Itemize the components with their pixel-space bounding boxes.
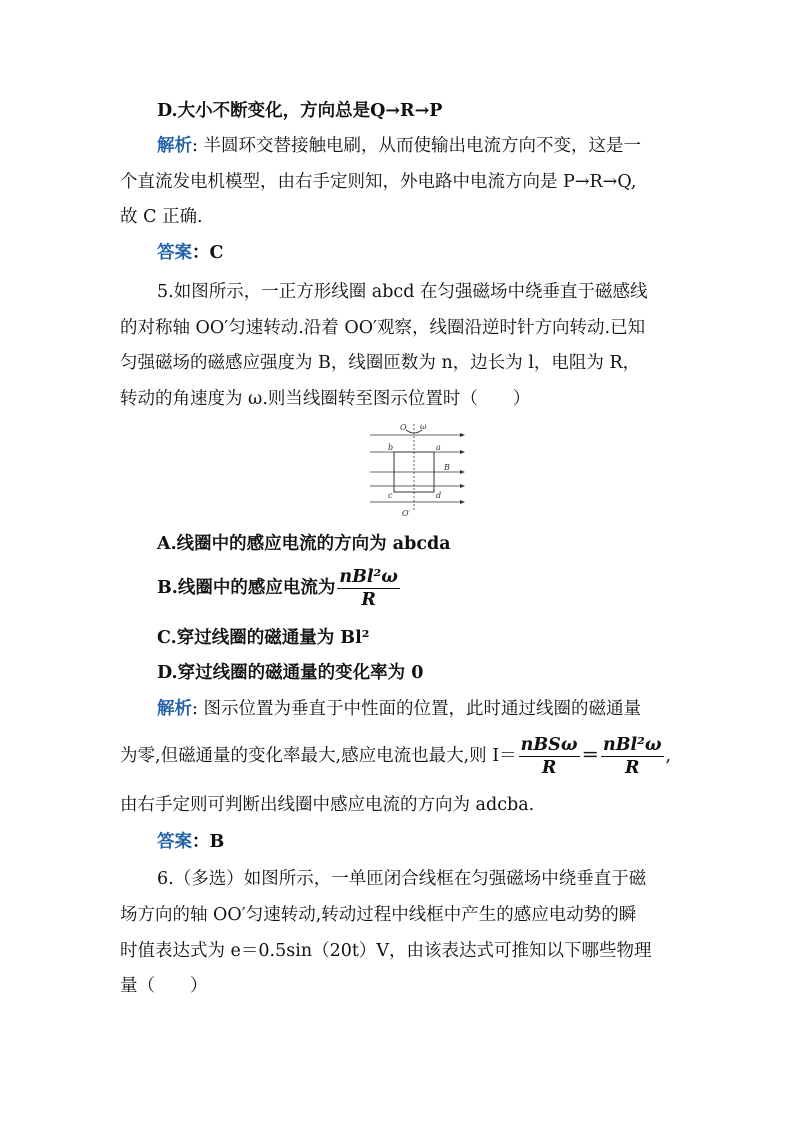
q5-stem-line2: 的对称轴 OO′匀速转动.沿着 OO′观察，线圈沿逆时针方向转动.已知 [120, 318, 646, 338]
label-b: b [388, 443, 394, 452]
q4-analysis-text1: : 半圆环交替接触电刷，从而使输出电流方向不变，这是一 [192, 136, 641, 156]
arrowhead-icon [460, 484, 465, 488]
q5-analysis-line2 [120, 734, 671, 779]
formula-fraction-2-den: R [624, 758, 640, 778]
q5-stem-line3: 匀强磁场的磁感应强度为 B，线圈匝数为 n，边长为 l，电阻为 R， [120, 353, 641, 373]
q5-answer-label: 答案 [157, 832, 192, 852]
label-d: d [436, 491, 442, 500]
q5-analysis-text2: 为零,但磁通量的变化率最大,感应电流也最大,则 I＝ [120, 746, 517, 766]
formula-fraction-1-den: R [541, 758, 557, 778]
q5-analysis-line1 [157, 696, 641, 722]
q5-option-a: A.线圈中的感应电流的方向为 abcda [157, 534, 451, 554]
label-c: c [388, 491, 393, 500]
q5-analysis-text1: : 图示位置为垂直于中性面的位置，此时通过线圈的磁通量 [192, 699, 641, 719]
q5-option-b-num: nBl²ω [339, 567, 398, 587]
q5-option-b [157, 566, 402, 611]
label-field-b: B [444, 463, 450, 472]
q5-option-b-fraction [337, 566, 400, 611]
q4-analysis-line2: 个直流发电机模型，由右手定则知，外电路中电流方向是 P→R→Q, [120, 172, 637, 192]
q6-stem-line2: 场方向的轴 OO′匀速转动,转动过程中线框中产生的感应电动势的瞬 [120, 905, 637, 925]
arrowhead-icon [460, 500, 465, 504]
q5-stem-line4: 转动的角速度为 ω.则当线圈转至图示位置时（ ） [120, 389, 531, 409]
q4-analysis-line3: 故 C 正确. [120, 207, 203, 227]
coil-diagram [370, 420, 465, 518]
q5-analysis-label: 解析 [157, 699, 192, 719]
formula-fraction-2-num: nBl²ω [603, 735, 662, 755]
arrowhead-icon [460, 470, 465, 474]
label-o-prime: O′ [402, 509, 411, 518]
arrowhead-icon [460, 450, 465, 454]
q6-stem-line3: 时值表达式为 e＝0.5sin（20t）V，由该表达式可推知以下哪些物理 [120, 941, 652, 961]
q5-option-d: D.穿过线圈的磁通量的变化率为 0 [157, 663, 424, 683]
label-omega: ω [420, 422, 427, 431]
q5-option-c: C.穿过线圈的磁通量为 Bl² [157, 628, 370, 648]
q4-option-d: D.大小不断变化，方向总是Q→R→P [157, 101, 443, 121]
q6-stem-line1: 6.（多选）如图所示，一单匝闭合线框在匀强磁场中绕垂直于磁 [157, 869, 647, 889]
label-a: a [436, 443, 441, 452]
formula-fraction-1 [519, 734, 580, 779]
q4-analysis-line1 [157, 133, 641, 159]
q5-stem-line1: 5.如图所示，一正方形线圈 abcd 在匀强磁场中绕垂直于磁感线 [157, 282, 648, 302]
label-o: O [400, 423, 407, 432]
q4-answer-label: 答案 [157, 243, 192, 263]
formula-fraction-2 [601, 734, 664, 779]
q4-answer-value: ：C [192, 243, 224, 263]
q5-answer-value: ：B [192, 832, 225, 852]
q5-analysis-line3: 由右手定则可判断出线圈中感应电流的方向为 adcba. [120, 795, 535, 815]
arrowhead-icon [460, 433, 465, 437]
q4-answer [157, 240, 223, 266]
formula-fraction-1-num: nBSω [520, 735, 578, 755]
q5-answer [157, 829, 224, 855]
formula-comma: , [665, 746, 672, 766]
q5-option-b-prefix: B.线圈中的感应电流为 [157, 578, 336, 598]
q6-stem-line4: 量（ ） [120, 976, 208, 996]
q5-option-b-den: R [361, 590, 376, 610]
formula-equals: ＝ [581, 746, 599, 766]
q4-analysis-label: 解析 [157, 136, 192, 156]
